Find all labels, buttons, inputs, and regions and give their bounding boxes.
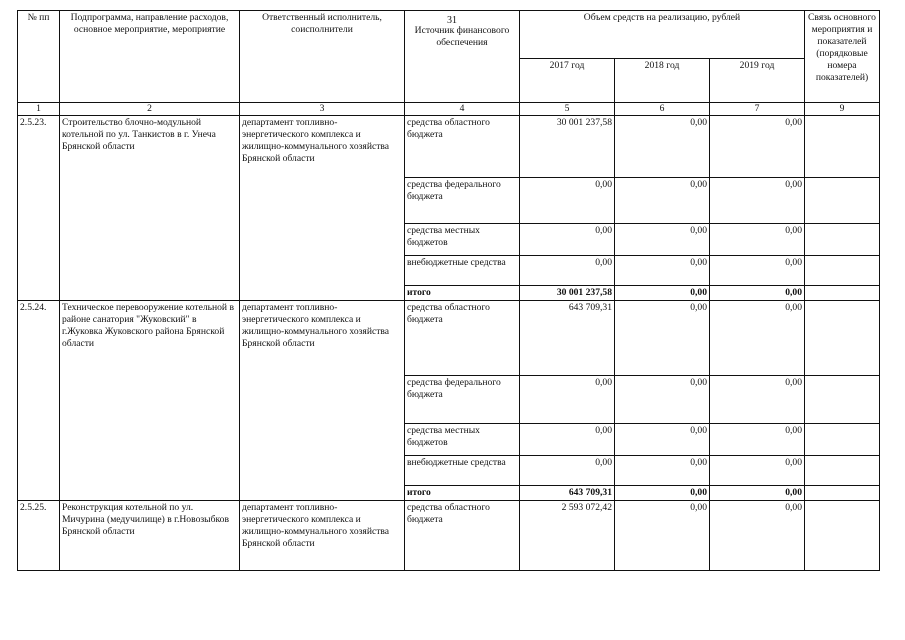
indicator-link — [805, 456, 880, 486]
item-name: Техническое перевооружение котельной в районе санатория "Жуковский" в г.Жуковка Жуковского района Брянской области — [60, 301, 240, 501]
page-number: 31 — [447, 15, 457, 26]
funding-source: средства федерального бюджета — [405, 376, 520, 424]
funding-source: внебюджетные средства — [405, 456, 520, 486]
col-number: 9 — [805, 103, 880, 116]
amount-2017: 0,00 — [520, 424, 615, 456]
amount-2019: 0,00 — [710, 116, 805, 178]
financing-table — [17, 10, 880, 571]
amount-2019: 0,00 — [710, 224, 805, 256]
amount-2017: 30 001 237,58 — [520, 116, 615, 178]
item-number: 2.5.25. — [18, 501, 60, 571]
amount-2019: 0,00 — [710, 501, 805, 571]
header-source: Источник финансового обеспечения — [405, 11, 520, 103]
item-executor: департамент топливно-энергетического комплекса и жилищно-коммунального хозяйства Брянской области — [240, 301, 405, 501]
funding-source: средства областного бюджета — [405, 501, 520, 571]
table-row — [18, 116, 880, 178]
indicator-link — [805, 116, 880, 178]
funding-source: средства областного бюджета — [405, 301, 520, 376]
item-name: Строительство блочно-модульной котельной по ул. Танкистов в г. Унеча Брянской области — [60, 116, 240, 301]
amount-2018: 0,00 — [615, 286, 710, 301]
amount-2019: 0,00 — [710, 301, 805, 376]
col-number: 1 — [18, 103, 60, 116]
amount-2019: 0,00 — [710, 376, 805, 424]
item-number: 2.5.23. — [18, 116, 60, 301]
amount-2018: 0,00 — [615, 178, 710, 224]
item-number: 2.5.24. — [18, 301, 60, 501]
header-year-2019: 2019 год — [710, 59, 805, 103]
indicator-link — [805, 486, 880, 501]
funding-source: средства областного бюджета — [405, 116, 520, 178]
funding-source: внебюджетные средства — [405, 256, 520, 286]
amount-2017: 0,00 — [520, 256, 615, 286]
amount-2018: 0,00 — [615, 486, 710, 501]
indicator-link — [805, 301, 880, 376]
amount-2018: 0,00 — [615, 116, 710, 178]
amount-2017: 0,00 — [520, 376, 615, 424]
amount-2019: 0,00 — [710, 486, 805, 501]
amount-2019: 0,00 — [710, 256, 805, 286]
item-executor: департамент топливно-энергетического комплекса и жилищно-коммунального хозяйства Брянской области — [240, 116, 405, 301]
amount-2019: 0,00 — [710, 456, 805, 486]
funding-source: итого — [405, 286, 520, 301]
col-number: 4 — [405, 103, 520, 116]
amount-2017: 0,00 — [520, 178, 615, 224]
table-row — [18, 301, 880, 376]
amount-2017: 643 709,31 — [520, 486, 615, 501]
col-number: 5 — [520, 103, 615, 116]
amount-2017: 643 709,31 — [520, 301, 615, 376]
item-executor: департамент топливно-энергетического комплекса и жилищно-коммунального хозяйства Брянской области — [240, 501, 405, 571]
amount-2018: 0,00 — [615, 501, 710, 571]
amount-2019: 0,00 — [710, 424, 805, 456]
funding-source: итого — [405, 486, 520, 501]
amount-2018: 0,00 — [615, 424, 710, 456]
amount-2018: 0,00 — [615, 376, 710, 424]
header-year-2018: 2018 год — [615, 59, 710, 103]
funding-source: средства местных бюджетов — [405, 424, 520, 456]
header-program: Подпрограмма, направление расходов, основное мероприятие, мероприятие — [60, 11, 240, 103]
item-name: Реконструкция котельной по ул. Мичурина (медучилище) в г.Новозыбков Брянской области — [60, 501, 240, 571]
col-number: 7 — [710, 103, 805, 116]
header-link: Связь основного мероприятия и показателей (порядковые номера показателей) — [805, 11, 880, 103]
indicator-link — [805, 256, 880, 286]
amount-2017: 0,00 — [520, 224, 615, 256]
amount-2017: 2 593 072,42 — [520, 501, 615, 571]
amount-2018: 0,00 — [615, 456, 710, 486]
funding-source: средства федерального бюджета — [405, 178, 520, 224]
indicator-link — [805, 501, 880, 571]
col-number: 3 — [240, 103, 405, 116]
amount-2019: 0,00 — [710, 286, 805, 301]
header-volume: Объем средств на реализацию, рублей — [520, 11, 805, 59]
indicator-link — [805, 178, 880, 224]
indicator-link — [805, 286, 880, 301]
header-executor: Ответственный исполнитель, соисполнители — [240, 11, 405, 103]
indicator-link — [805, 224, 880, 256]
col-number: 6 — [615, 103, 710, 116]
amount-2017: 30 001 237,58 — [520, 286, 615, 301]
amount-2018: 0,00 — [615, 224, 710, 256]
amount-2018: 0,00 — [615, 301, 710, 376]
funding-source: средства местных бюджетов — [405, 224, 520, 256]
amount-2018: 0,00 — [615, 256, 710, 286]
indicator-link — [805, 376, 880, 424]
col-number: 2 — [60, 103, 240, 116]
header-num: № пп — [18, 11, 60, 103]
amount-2019: 0,00 — [710, 178, 805, 224]
indicator-link — [805, 424, 880, 456]
amount-2017: 0,00 — [520, 456, 615, 486]
table-row — [18, 501, 880, 571]
header-year-2017: 2017 год — [520, 59, 615, 103]
